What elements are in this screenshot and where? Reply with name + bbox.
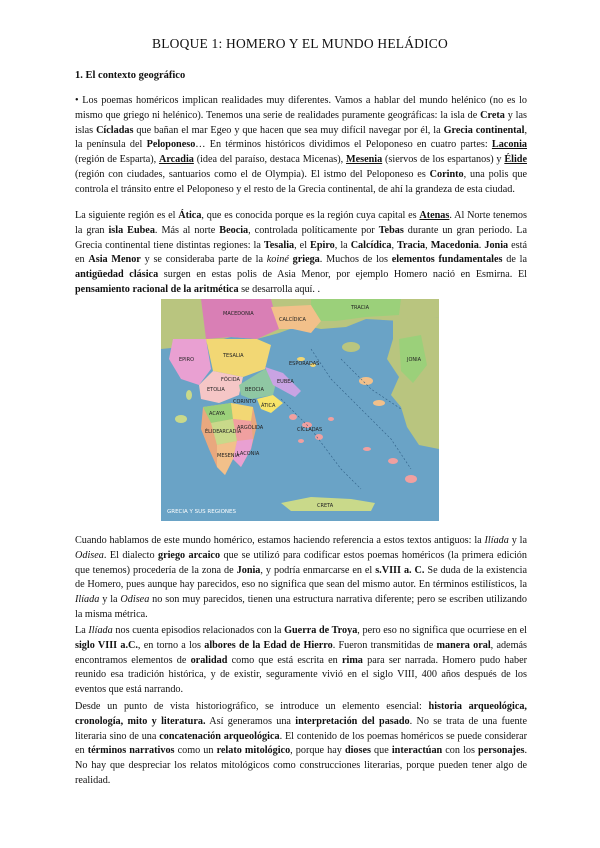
map-label-mesenia: MESENIA: [217, 453, 240, 459]
map-label-tesalia: TESALIA: [223, 353, 244, 359]
map-label-calcidica: CALCÍDICA: [279, 317, 306, 323]
map-label-epiro: EPIRO: [179, 357, 195, 363]
map-label-jonia: JONIA: [407, 357, 422, 363]
paragraph-geography: • Los poemas homéricos implican realidades muy diferentes. Vamos a hablar del mundo helénico (no es lo mismo que griego ni helénico). Tenemos una serie de realidades puramente geográficas: la isla de Creta y las islas Cícladas que bañan el mar Egeo y que hacen que sea muy difícil navegar por él, la Grecia continental, la península del Peloponeso… En términos históricos dividimos el Peloponeso en cuatro partes: Laconia (región de Esparta), Arcadia (idea del paraíso, destaca Micenas), Mesenia (siervos de los espartanos) y Élide (región con ciudades, santuarios como el de Olympia). El istmo del Peloponeso es Corinto, una polis que controla el tránsito entre el Peloponeso y el resto de la Grecia continental, de ahí la grandeza de esta ciudad.: [75, 95, 528, 195]
document-title: BLOQUE 1: HOMERO Y EL MUNDO HELÁDICO: [152, 36, 448, 51]
map-label-atica: ÁTICA: [261, 403, 276, 409]
map-label-laconia: LACONIA: [237, 451, 260, 457]
map-graphic: [161, 299, 439, 521]
map-label-focida: FÓCIDA: [221, 377, 240, 383]
map-caption: GRECIA Y SUS REGIONES: [167, 509, 236, 515]
map-label-argolida: ARGÓLIDA: [237, 425, 264, 431]
map-label-eubea: EUBEA: [277, 379, 294, 385]
map-label-beocia: BEOCIA: [245, 387, 264, 393]
map-label-elide: ÉLIDE: [205, 429, 220, 435]
map-label-etolia: ETOLIA: [207, 387, 225, 393]
map-label-creta: CRETA: [317, 503, 334, 509]
map-label-esporadas: ESPORADAS: [289, 361, 320, 367]
map-label-macedonia: MACEDONIA: [223, 311, 254, 317]
map-label-acaya: ACAYA: [209, 411, 225, 417]
section-heading: 1. El contexto geográfico: [75, 70, 186, 81]
map-label-corinto: CORINTO: [233, 399, 257, 405]
map-label-tracia: TRACIA: [351, 305, 370, 311]
paragraph-iliad: La Ilíada nos cuenta episodios relacionados con la Guerra de Troya, pero eso no significa que ocurriese en el siglo VIII a.C., en torno a los albores de la Edad de Hierro. Fueron transmitidas de manera oral, además encontramos elementos de oralidad como que está escrita en rima para ser narrada. Homero pudo haber reunido esa tradición histórica, y de existir, seguramente vivió en el siglo VIII, 400 años después de los eventos que está narrando.: [75, 625, 528, 696]
paragraph-homeric-world: Cuando hablamos de este mundo homérico, estamos haciendo referencia a estos textos antiguos: la Ilíada y la Odisea. El dialecto griego arcaico que se utilizó para codificar estos poemas homéricos (la primera edición que tenemos) procedería de la zona de Jonia, y podría enmarcarse en el s.VIII a. C. Se duda de la existencia de Homero, pues aunque hay parecidos, eso no significa que sean del mismo autor. En términos estilísticos, la Ilíada y la Odisea no son muy parecidos, tienen una estructura narrativa diferente; pero se escriben utilizando la misma métrica.: [75, 535, 528, 620]
map-label-cicladas: CÍCLADAS: [297, 427, 323, 433]
paragraph-regions: La siguiente región es el Ática, que es conocida porque es la región cuya capital es Atenas. Al Norte tenemos la gran isla Eubea. Más al norte Beocia, controlada políticamente por Tebas durante un gran periodo. La Grecia continental tiene distintas regiones: la Tesalia, el Epiro, la Calcídica, Tracia, Macedonia. Jonia está en Asia Menor y se consideraba parte de la koiné griega. Muchos de los elementos fundamentales de la antigüedad clásica surgen en estas polis de Asia Menor, por ejemplo Homero nació en Esmirna. El pensamiento racional de la aritmética se desarrolla aquí. .: [75, 210, 528, 295]
paragraph-historiography: Desde un punto de vista historiográfico, se introduce un elemento esencial: historia arqueológica, cronología, mito y literatura. Así generamos una interpretación del pasado. No se trata de una fuente literaria sino de una concatenación arqueológica. El contenido de los poemas homéricos se puede considerar en términos narrativos como un relato mitológico, porque hay dioses que interactúan con los personajes. No hay que despreciar los relatos mitológicos como construcciones literarias, porque pueden tener algo de realidad.: [75, 701, 527, 786]
map-label-arcadia: ARCADIA: [219, 429, 242, 435]
greece-regions-map: [161, 299, 439, 521]
